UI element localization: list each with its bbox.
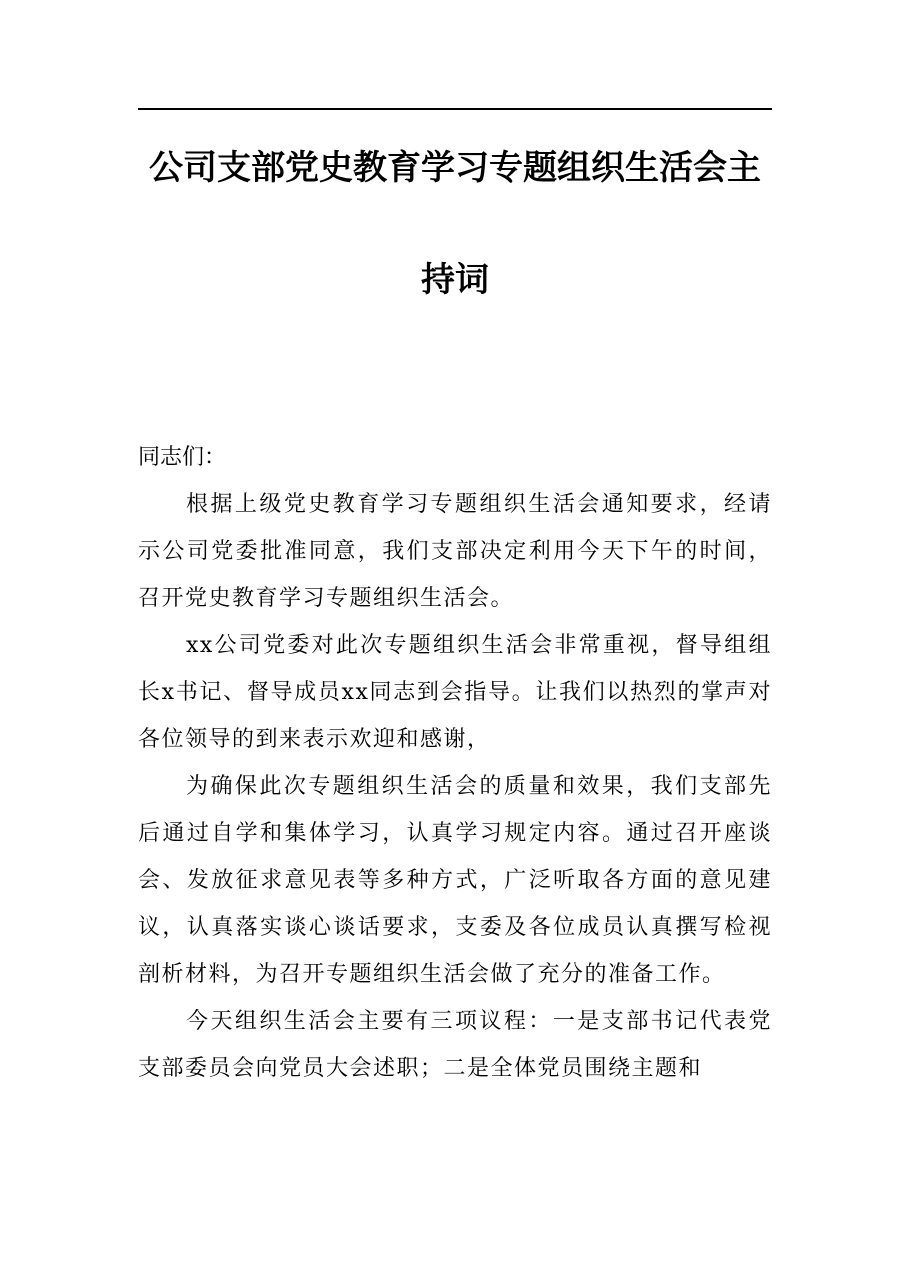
salutation: 同志们： xyxy=(138,445,227,470)
document-body xyxy=(138,434,772,1092)
paragraph: 根据上级党史教育学习专题组织生活会通知要求，经请示公司党委批准同意，我们支部决定利用今天下午的时间，召开党史教育学习专题组织生活会。 xyxy=(138,492,772,611)
paragraph: xx公司党委对此次专题组织生活会非常重视，督导组组长x书记、督导成员xx同志到会指导。让我们以热烈的掌声对各位领导的到来表示欢迎和感谢， xyxy=(138,633,772,752)
paragraph: 今天组织生活会主要有三项议程：一是支部书记代表党支部委员会向党员大会述职；二是全体党员围绕主题和 xyxy=(138,1009,772,1081)
paragraph: 为确保此次专题组织生活会的质量和效果，我们支部先后通过自学和集体学习，认真学习规定内容。通过召开座谈会、发放征求意见表等多种方式，广泛听取各方面的意见建议，认真落实谈心谈话要求，支委及各位成员认真撰写检视剖析材料，为召开专题组织生活会做了充分的准备工作。 xyxy=(138,774,772,987)
document-title-line-1: 公司支部党史教育学习专题组织生活会主 xyxy=(149,148,761,188)
header-rule xyxy=(138,108,772,110)
document-title-line-2: 持词 xyxy=(421,260,489,300)
